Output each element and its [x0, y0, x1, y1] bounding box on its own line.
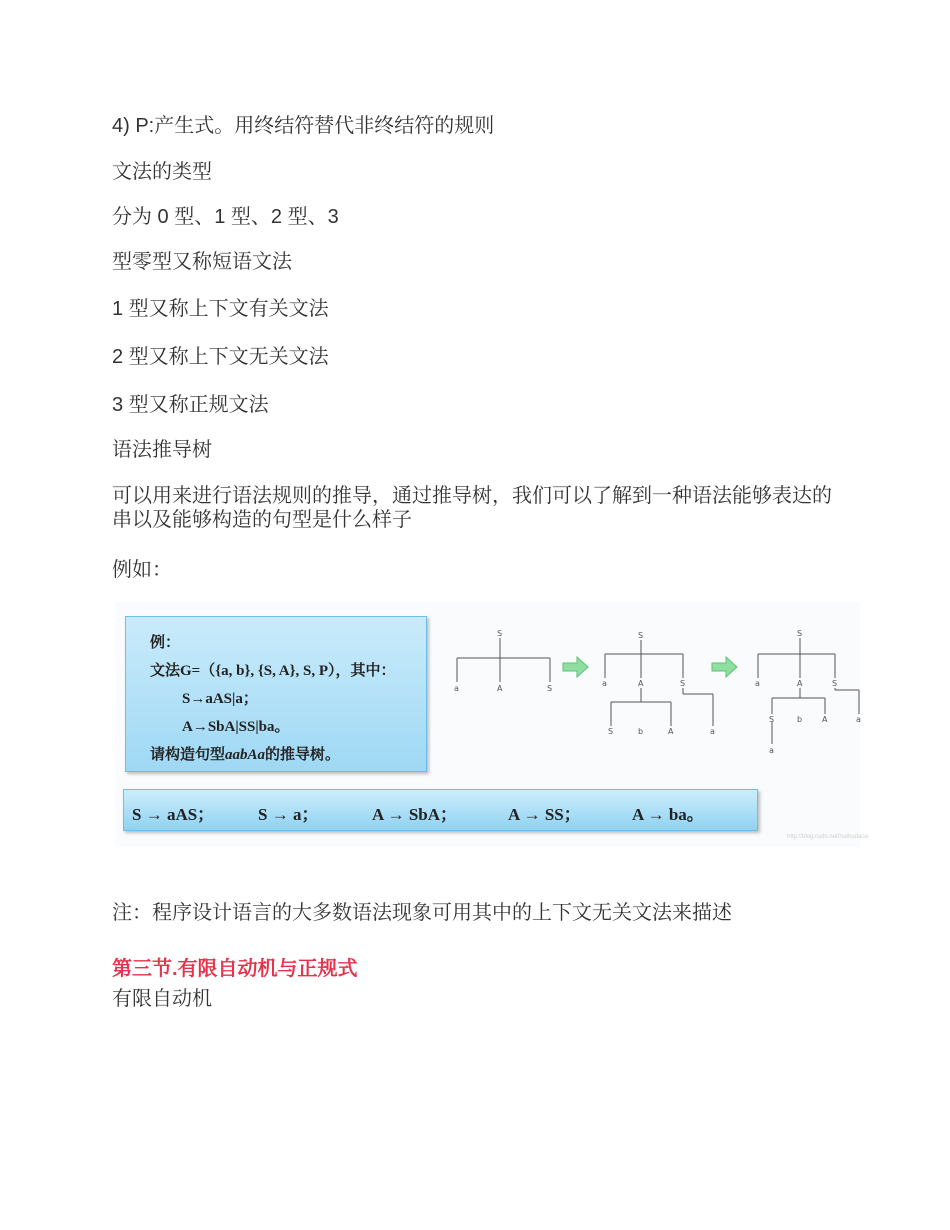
arrow-icon — [712, 657, 737, 677]
paragraph-production: 4) P:产生式。用终结符替代非终结符的规则 — [112, 115, 495, 137]
tree3-leaf-A: A — [822, 715, 828, 724]
example-title: 例： — [150, 635, 181, 651]
arrow-icon — [563, 657, 588, 677]
derivation-figure — [115, 602, 869, 847]
watermark: http://blog.csdn.net/ruohudaoa — [787, 834, 869, 840]
tree3-node-S2: S — [769, 715, 775, 724]
example-grammar: 文法G=（{a, b}, {S, A}, S, P），其中： — [150, 663, 396, 679]
tree3-leaf-a: a — [755, 679, 760, 688]
tree3-leaf-a3: a — [769, 746, 774, 755]
tree2-leaf-b: b — [638, 727, 644, 736]
tree1-root: S — [497, 629, 503, 638]
tree2-node-S: S — [680, 679, 686, 688]
tree3-leaf-a2: a — [856, 715, 861, 724]
paragraph-type-list: 分为 0 型、1 型、2 型、3 — [112, 206, 339, 228]
example-task-suffix: 的推导树。 — [265, 747, 341, 763]
paragraph-derivation-desc: 可以用来进行语法规则的推导，通过推导树，我们可以了解到一种语法能够表达的串以及能够构造的句型是什么样子 — [112, 485, 832, 531]
paragraph-type1: 1 型又称上下文有关文法 — [112, 298, 329, 320]
rule-2: S → a； — [258, 805, 319, 824]
paragraph-example: 例如： — [112, 559, 172, 581]
paragraph-note: 注：程序设计语言的大多数语法现象可用其中的上下文无关文法来描述 — [112, 902, 732, 924]
paragraph-type0: 型零型又称短语文法 — [112, 251, 292, 273]
example-rule-s: S→aAS|a； — [182, 691, 258, 707]
rule-5: A → ba。 — [632, 805, 704, 824]
tree2-root: S — [638, 631, 644, 640]
tree2-leaf-a: a — [602, 679, 607, 688]
example-task-prefix: 请构造句型 — [150, 747, 226, 763]
rule-4: A → SS； — [508, 805, 581, 824]
tree2-leaf-a2: a — [710, 727, 715, 736]
paragraph-type3: 3 型又称正规文法 — [112, 394, 269, 416]
example-task-sentence: aabAa — [225, 747, 266, 763]
paragraph-grammar-types: 文法的类型 — [112, 161, 212, 183]
rule-1: S → aAS； — [132, 805, 215, 824]
example-box — [125, 616, 427, 772]
tree1-leaf-a: a — [454, 684, 459, 693]
paragraph-type2: 2 型又称上下文无关文法 — [112, 346, 329, 368]
tree1-leaf-A: A — [497, 684, 503, 693]
tree3-root: S — [797, 629, 803, 638]
example-rule-a: A→SbA|SS|ba。 — [182, 719, 290, 735]
tree2-leaf-S: S — [608, 727, 614, 736]
tree1-leaf-S: S — [547, 684, 553, 693]
tree3-node-A: A — [797, 679, 803, 688]
example-task — [150, 743, 340, 764]
rule-3: A → SbA； — [372, 805, 458, 824]
tree3-node-S: S — [832, 679, 838, 688]
tree2-node-A: A — [638, 679, 644, 688]
rule-bar — [123, 789, 758, 831]
paragraph-derivation-tree: 语法推导树 — [112, 439, 212, 461]
paragraph-finite-automata: 有限自动机 — [112, 988, 212, 1010]
section-title: 第三节.有限自动机与正规式 — [112, 958, 358, 980]
tree2-leaf-A: A — [668, 727, 674, 736]
tree3-leaf-b: b — [797, 715, 803, 724]
derivation-trees — [445, 616, 865, 776]
